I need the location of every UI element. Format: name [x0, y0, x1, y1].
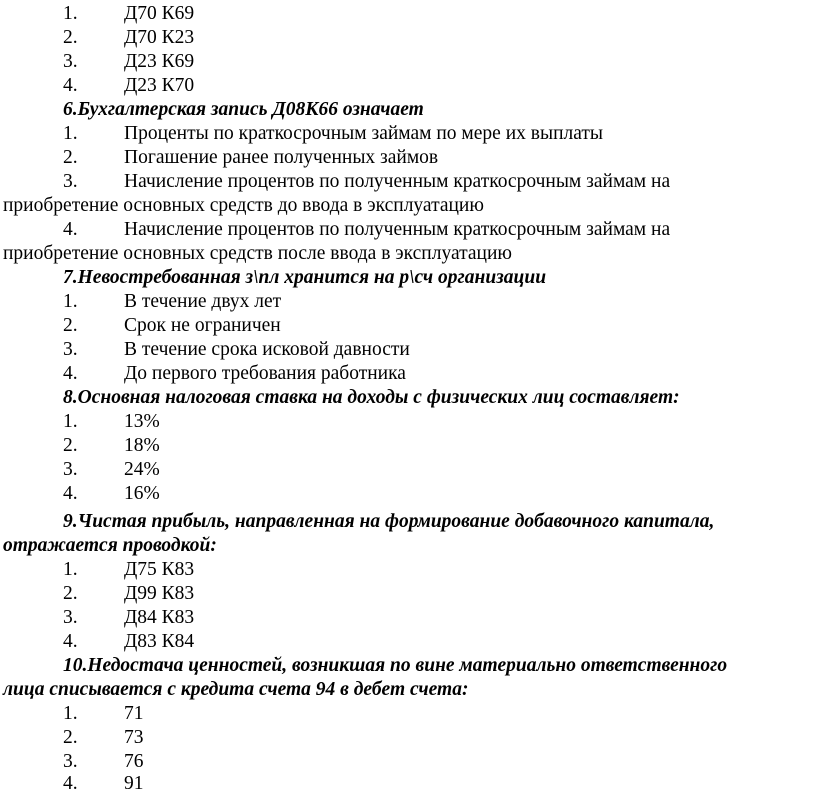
option-number: 1. [63, 291, 78, 312]
option-text: Д99 К83 [124, 583, 195, 604]
question-6-title: 6.Бухгалтерская запись Д08К66 означает [63, 99, 424, 120]
option-number: 4. [63, 483, 78, 504]
option-text: В течение срока исковой давности [124, 339, 410, 360]
question-8-title: 8.Основная налоговая ставка на доходы с физических лиц составляет: [63, 387, 680, 408]
question-9-title: 9.Чистая прибыль, направленная на формирование добавочного капитала, [63, 511, 715, 532]
option-number: 1. [63, 411, 78, 432]
option-text: Д75 К83 [124, 559, 195, 580]
option-text: 76 [124, 751, 144, 772]
option-number: 1. [63, 123, 78, 144]
option-text: Д23 К69 [124, 51, 195, 72]
option-text: 18% [124, 435, 160, 456]
option-number: 2. [63, 435, 78, 456]
option-number: 2. [63, 147, 78, 168]
option-number: 4. [63, 75, 78, 96]
option-number: 1. [63, 3, 78, 24]
option-number: 2. [63, 315, 78, 336]
option-number: 3. [63, 459, 78, 480]
option-number: 3. [63, 339, 78, 360]
option-number: 2. [63, 583, 78, 604]
option-number: 4. [63, 773, 78, 794]
option-number: 3. [63, 51, 78, 72]
option-text: Д70 К69 [124, 3, 195, 24]
option-number: 3. [63, 171, 78, 192]
question-7-title: 7.Невостребованная з\пл хранится на р\сч организации [63, 267, 547, 288]
question-10-title: 10.Недостача ценностей, возникшая по вине материально ответственного [63, 655, 728, 676]
option-number: 3. [63, 607, 78, 628]
option-text: Д70 К23 [124, 27, 195, 48]
option-text: Погашение ранее полученных займов [124, 147, 439, 168]
option-text: Д84 К83 [124, 607, 195, 628]
option-text: 71 [124, 703, 144, 724]
option-text: 16% [124, 483, 160, 504]
option-text: Проценты по краткосрочным займам по мере их выплаты [124, 123, 604, 144]
option-number: 3. [63, 751, 78, 772]
option-number: 4. [63, 363, 78, 384]
option-text: 13% [124, 411, 160, 432]
option-text: В течение двух лет [124, 291, 282, 312]
option-text: Начисление процентов по полученным краткосрочным займам на [124, 219, 671, 240]
option-text: 91 [124, 773, 144, 794]
option-number: 4. [63, 219, 78, 240]
option-number: 2. [63, 27, 78, 48]
option-text: До первого требования работника [124, 363, 406, 384]
q6-option-4-continuation: приобретение основных средств после ввода в эксплуатацию [3, 243, 512, 264]
q6-option-3-continuation: приобретение основных средств до ввода в эксплуатацию [3, 195, 484, 216]
option-text: Д23 К70 [124, 75, 195, 96]
option-number: 4. [63, 631, 78, 652]
option-text: Начисление процентов по полученным краткосрочным займам на [124, 171, 671, 192]
option-number: 2. [63, 727, 78, 748]
question-10-title-continuation: лица списывается с кредита счета 94 в дебет счета: [3, 679, 469, 700]
option-number: 1. [63, 559, 78, 580]
option-text: 24% [124, 459, 160, 480]
option-number: 1. [63, 703, 78, 724]
option-text: Срок не ограничен [124, 315, 281, 336]
question-9-title-continuation: отражается проводкой: [3, 535, 217, 556]
option-text: Д83 К84 [124, 631, 195, 652]
option-text: 73 [124, 727, 144, 748]
